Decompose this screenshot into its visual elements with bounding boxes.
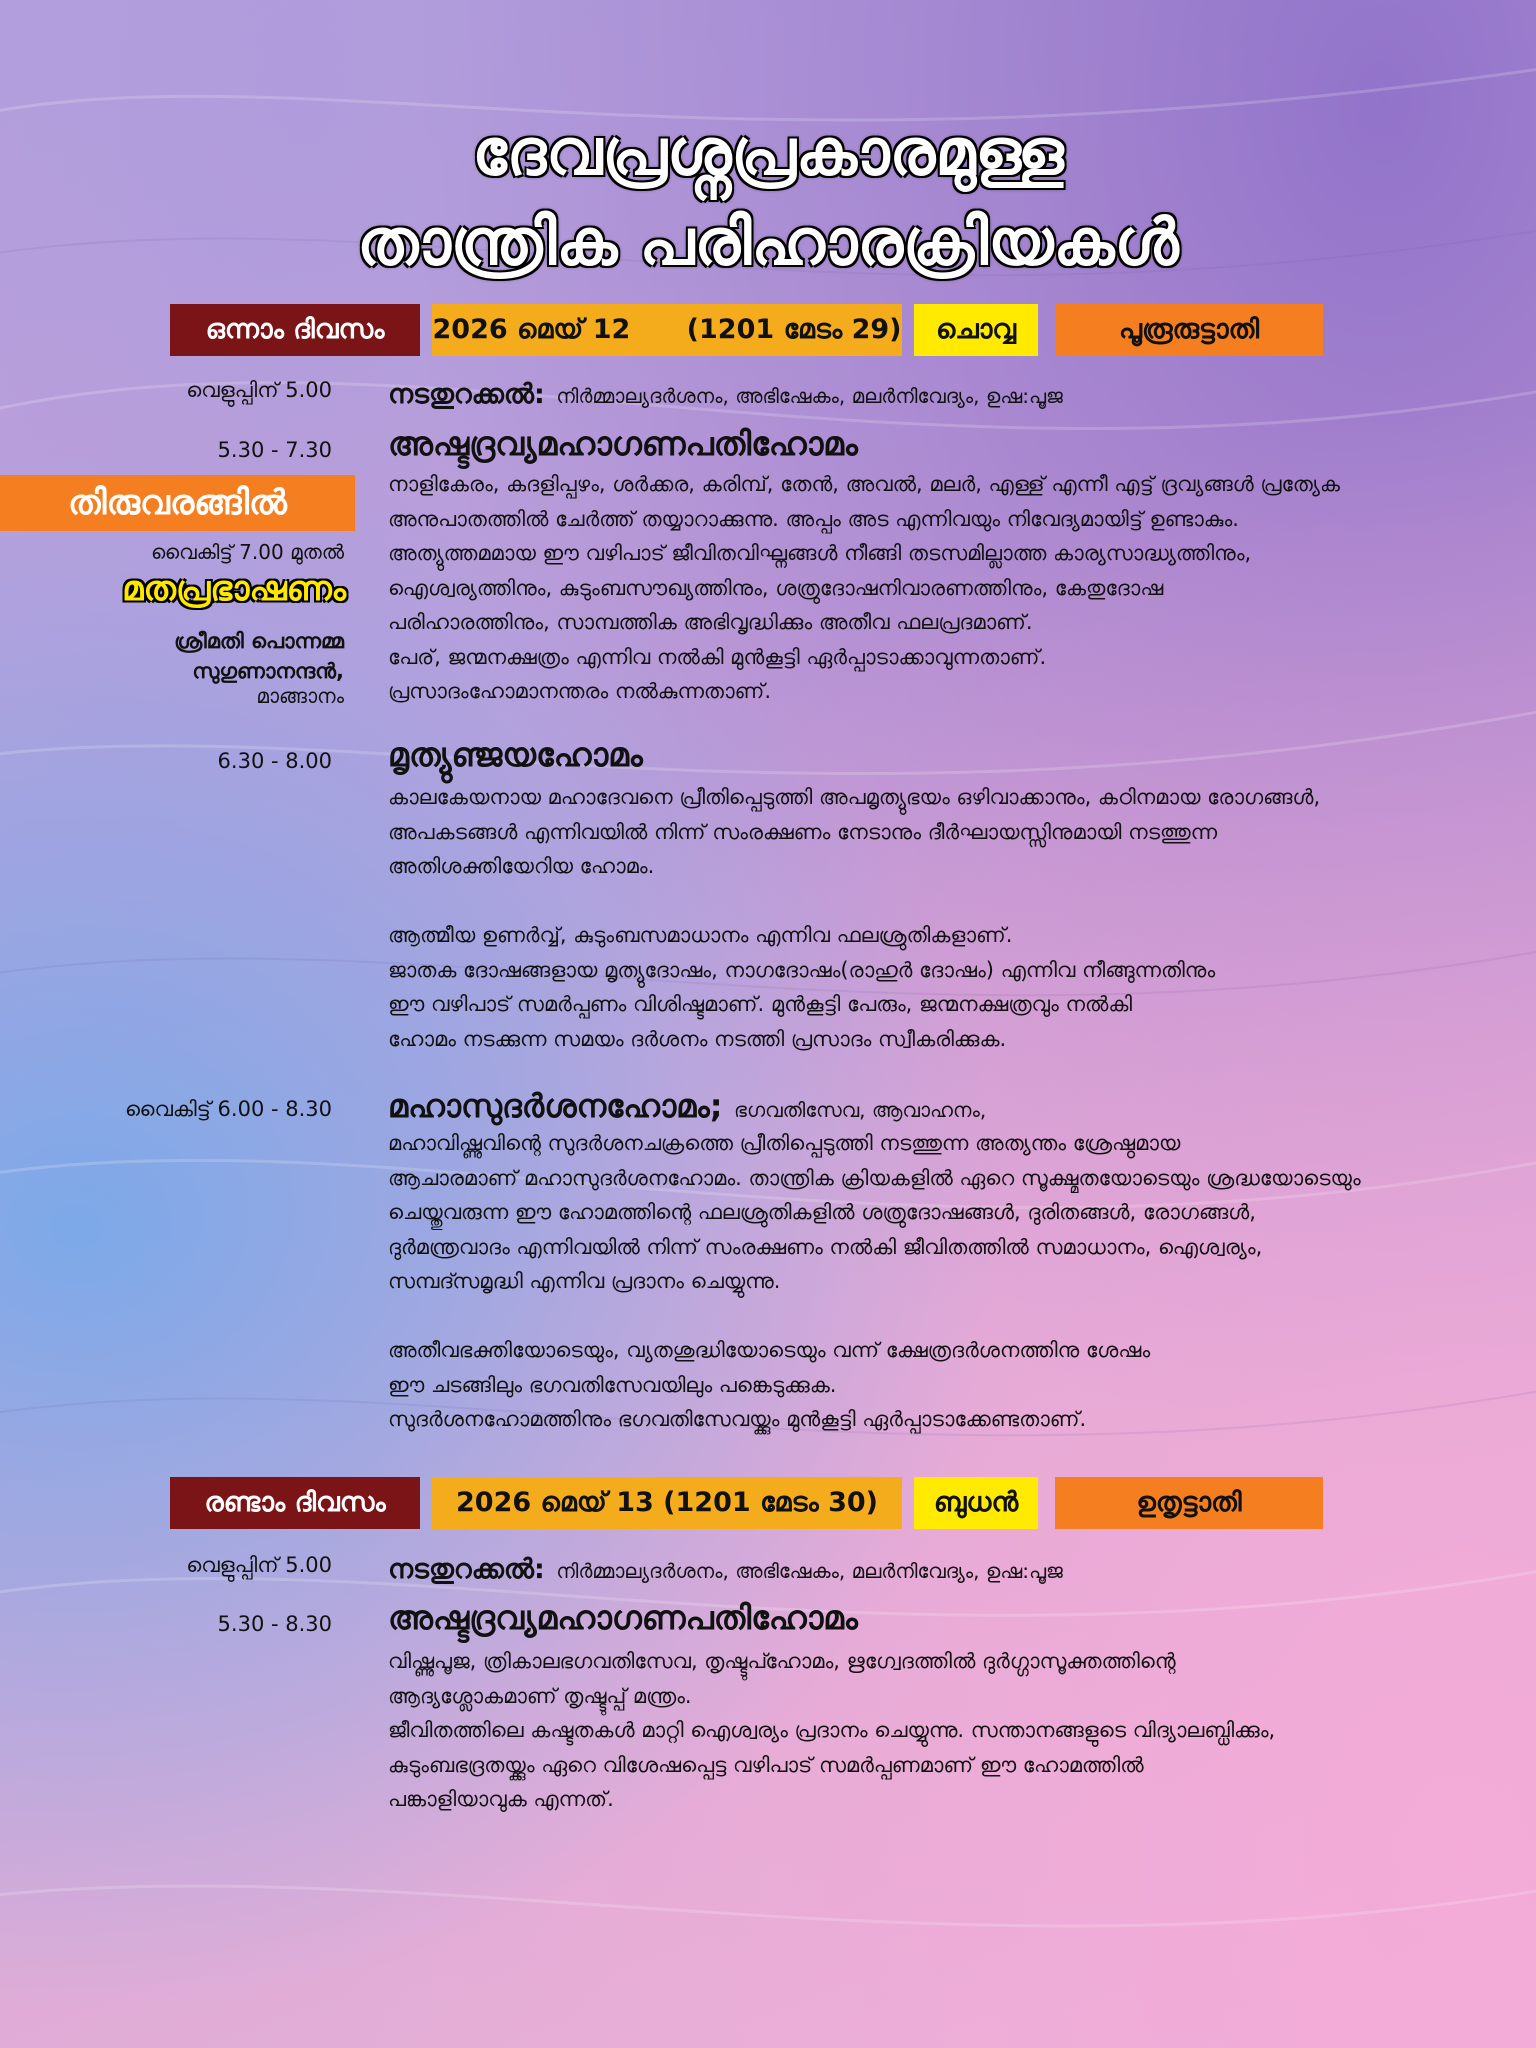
side-event-title: മതപ്രഭാഷണം	[122, 569, 346, 609]
description-line: അതീവഭക്തിയോടെയും, വ്യതശുദ്ധിയോടെയും വന്ന് ക്ഷേത്രദർശനത്തിനു ശേഷം	[388, 1338, 1151, 1362]
day2-event1-text: നിർമ്മാല്യദർശനം, അഭിഷേകം, മലർനിവേദ്യം, ഉഷ:പൂജ	[556, 1559, 1063, 1583]
day1-event3-heading: മൃത്യുഞ്ജയഹോമം	[388, 735, 643, 774]
description-line: ഈ ചടങ്ങിലും ഭഗവതിസേവയിലും പങ്കെടുക്കുക.	[388, 1372, 837, 1397]
day1-event4-heading: മഹാസുദർശനഹോമം;	[388, 1087, 723, 1125]
day1-event2-time: 5.30 - 7.30	[217, 438, 332, 462]
day1-date: 2026 മെയ് 12 (1201 മേടം 29)	[432, 304, 902, 356]
day2-event2-description	[388, 1644, 1448, 1817]
day2-event1-heading: നടതുറക്കൽ:	[388, 1554, 545, 1585]
day1-star: പൂരൂരുട്ടാതി	[1055, 304, 1323, 356]
description-line: ദുർമന്ത്രവാദം എന്നിവയിൽ നിന്ന് സംരക്ഷണം നൽകി ജീവിതത്തിൽ സമാധാനം, ഐശ്വര്യം,	[388, 1234, 1263, 1259]
day2-event2-heading: അഷ്ടദ്രവ്യമഹാഗണപതിഹോമം	[388, 1598, 858, 1637]
description-line: പങ്കാളിയാവുക എന്നത്.	[388, 1787, 614, 1811]
description-line: അനുപാതത്തിൽ ചേർത്ത് തയ്യാറാക്കുന്നു. അപ്പം അട എന്നിവയും നിവേദ്യമായിട്ട് ഉണ്ടാകും.	[388, 506, 1239, 531]
day1-event3-description	[388, 780, 1448, 1056]
day1-label: ഒന്നാം ദിവസം	[170, 304, 420, 356]
description-line: ഈ വഴിപാട് സമർപ്പണം വിശിഷ്ടമാണ്. മുൻകൂട്ടി പേരും, ജന്മനക്ഷത്രവും നൽകി	[388, 992, 1133, 1016]
description-line: സുദർശനഹോമത്തിനും ഭഗവതിസേവയ്ക്കും മുൻകൂട്ടി ഏർപ്പാടാക്കേണ്ടതാണ്.	[388, 1407, 1087, 1431]
day1-weekday: ചൊവ്വ	[914, 304, 1038, 356]
description-line: ഐശ്വര്യത്തിനും, കുടുംബസൗഖ്യത്തിനും, ശത്രുദോഷനിവാരണത്തിനും, കേതുദോഷ	[388, 575, 1164, 600]
day2-event2-time: 5.30 - 8.30	[217, 1612, 332, 1636]
day1-event4-inline-text: ഭഗവതിസേവ, ആവാഹനം,	[734, 1098, 987, 1122]
day2-event1-heading-row	[388, 1547, 1063, 1586]
description-line: കുടുംബഭദ്രതയ്ക്കും ഏറെ വിശേഷപ്പെട്ട വഴിപാട് സമർപ്പണമാണ് ഈ ഹോമത്തിൽ	[388, 1752, 1144, 1777]
side-place: മാങ്ങാനം	[256, 684, 344, 708]
description-line: ഹോമം നടക്കുന്ന സമയം ദർശനം നടത്തി പ്രസാദം സ്വീകരിക്കുക.	[388, 1026, 1007, 1051]
paragraph-gap	[388, 1299, 1448, 1334]
side-speaker-line2: സുഗുണാനന്ദൻ,	[192, 659, 344, 683]
page-title-line1: ദേവപ്രശ്നപ്രകാരമുള്ള	[472, 116, 1064, 190]
paragraph-gap	[388, 884, 1448, 919]
day1-event1-heading: നടതുറക്കൽ:	[388, 379, 545, 410]
description-line: സമ്പദ്സമൃദ്ധി എന്നിവ പ്രദാനം ചെയ്യുന്നു.	[388, 1269, 781, 1293]
description-line: ചെയ്തുവരുന്ന ഈ ഹോമത്തിന്റെ ഫലശ്രുതികളിൽ ശത്രുദോഷങ്ങൾ, ദുരിതങ്ങൾ, രോഗങ്ങൾ,	[388, 1200, 1256, 1224]
side-venue-banner: തിരുവരങ്ങിൽ	[0, 475, 355, 531]
day1-event1-time: വെളുപ്പിന് 5.00	[186, 378, 332, 402]
day1-event4-heading-row	[388, 1086, 986, 1126]
day2-weekday: ബുധൻ	[914, 1477, 1038, 1529]
description-line: ആത്മീയ ഉണർവ്വ്, കുടുംബസമാധാനം എന്നിവ ഫലശ്രുതികളാണ്.	[388, 923, 1013, 947]
description-line: ജാതക ദോഷങ്ങളായ മൃത്യുദോഷം, നാഗദോഷം(രാഹുർ ദോഷം) എന്നിവ നീങ്ങുന്നതിനും	[388, 957, 1216, 982]
day1-event1-text: നിർമ്മാല്യദർശനം, അഭിഷേകം, മലർനിവേദ്യം, ഉഷ:പൂജ	[556, 384, 1063, 408]
description-line: വിഷ്ണുപൂജ, ത്രികാലഭഗവതിസേവ, തൃഷ്ടുപ്ഹോമം, ഋഗ്വേദത്തിൽ ദുർഗ്ഗാസൂക്തത്തിന്റെ	[388, 1649, 1176, 1673]
side-speaker	[174, 626, 344, 686]
description-line: പേര്, ജന്മനക്ഷത്രം എന്നിവ നൽകി മുൻകൂട്ടി ഏർപ്പാടാക്കാവുന്നതാണ്.	[388, 644, 1047, 669]
description-line: ആചാരമാണ് മഹാസുദർശനഹോമം. താന്ത്രിക ക്രിയകളിൽ ഏറെ സൂക്ഷ്മതയോടെയും ശ്രദ്ധയോടെയും	[388, 1165, 1361, 1190]
day2-date: 2026 മെയ് 13 (1201 മേടം 30)	[432, 1477, 902, 1529]
day1-event2-description	[388, 467, 1448, 709]
day1-event4-time: വൈകിട്ട് 6.00 - 8.30	[125, 1097, 332, 1121]
day1-event1-heading-row	[388, 372, 1063, 411]
description-line: ആദ്യശ്ലോകമാണ് തൃഷ്ടുപ്പ് മന്ത്രം.	[388, 1683, 692, 1708]
description-line: പരിഹാരത്തിനും, സാമ്പത്തിക അഭിവൃദ്ധിക്കും അതീവ ഫലപ്രദമാണ്.	[388, 610, 1033, 634]
day1-event2-heading: അഷ്ടദ്രവ്യമഹാഗണപതിഹോമം	[388, 424, 858, 463]
description-line: അപകടങ്ങൾ എന്നിവയിൽ നിന്ന് സംരക്ഷണം നേടാനും ദീർഘായസ്സിനുമായി നടത്തുന്ന	[388, 819, 1218, 844]
description-line: പ്രസാദംഹോമാനന്തരം നൽകുന്നതാണ്.	[388, 679, 771, 703]
day2-star: ഉതൃട്ടാതി	[1055, 1477, 1323, 1529]
description-line: നാളികേരം, കദളിപ്പഴം, ശർക്കര, കരിമ്പ്, തേൻ, അവൽ, മലർ, എള്ള് എന്നീ എട്ട് ദ്രവ്യങ്ങൾ പ്രത്യേക	[388, 472, 1340, 496]
day1-event3-time: 6.30 - 8.00	[217, 749, 332, 773]
side-time: വൈകിട്ട് 7.00 മുതൽ	[151, 540, 344, 564]
description-line: അത്യുത്തമമായ ഈ വഴിപാട് ജീവിതവിഘ്നങ്ങൾ നീങ്ങി തടസമില്ലാത്ത കാര്യസാദ്ധ്യത്തിനും,	[388, 541, 1252, 565]
day1-event4-description	[388, 1126, 1448, 1437]
day2-label: രണ്ടാം ദിവസം	[170, 1477, 420, 1529]
day2-event1-time: വെളുപ്പിന് 5.00	[186, 1553, 332, 1577]
page-title-line2: താന്ത്രിക പരിഹാരക്രിയകൾ	[357, 206, 1179, 280]
description-line: കാലകേയനായ മഹാദേവനെ പ്രീതിപ്പെടുത്തി അപമൃത്യുഭയം ഒഴിവാക്കാനും, കഠിനമായ രോഗങ്ങൾ,	[388, 785, 1321, 809]
side-speaker-line1: ശ്രീമതി പൊന്നമ്മ	[174, 629, 344, 653]
description-line: ജീവിതത്തിലെ കഷ്ടതകൾ മാറ്റി ഐശ്വര്യം പ്രദാനം ചെയ്യുന്നു. സന്താനങ്ങളുടെ വിദ്യാലബ്ധിക്കും,	[388, 1718, 1276, 1742]
description-line: അതിശക്തിയേറിയ ഹോമം.	[388, 854, 655, 878]
description-line: മഹാവിഷ്ണുവിന്റെ സുദർശനചക്രത്തെ പ്രീതിപ്പെടുത്തി നടത്തുന്ന അത്യന്തം ശ്രേഷ്ഠമായ	[388, 1131, 1181, 1155]
